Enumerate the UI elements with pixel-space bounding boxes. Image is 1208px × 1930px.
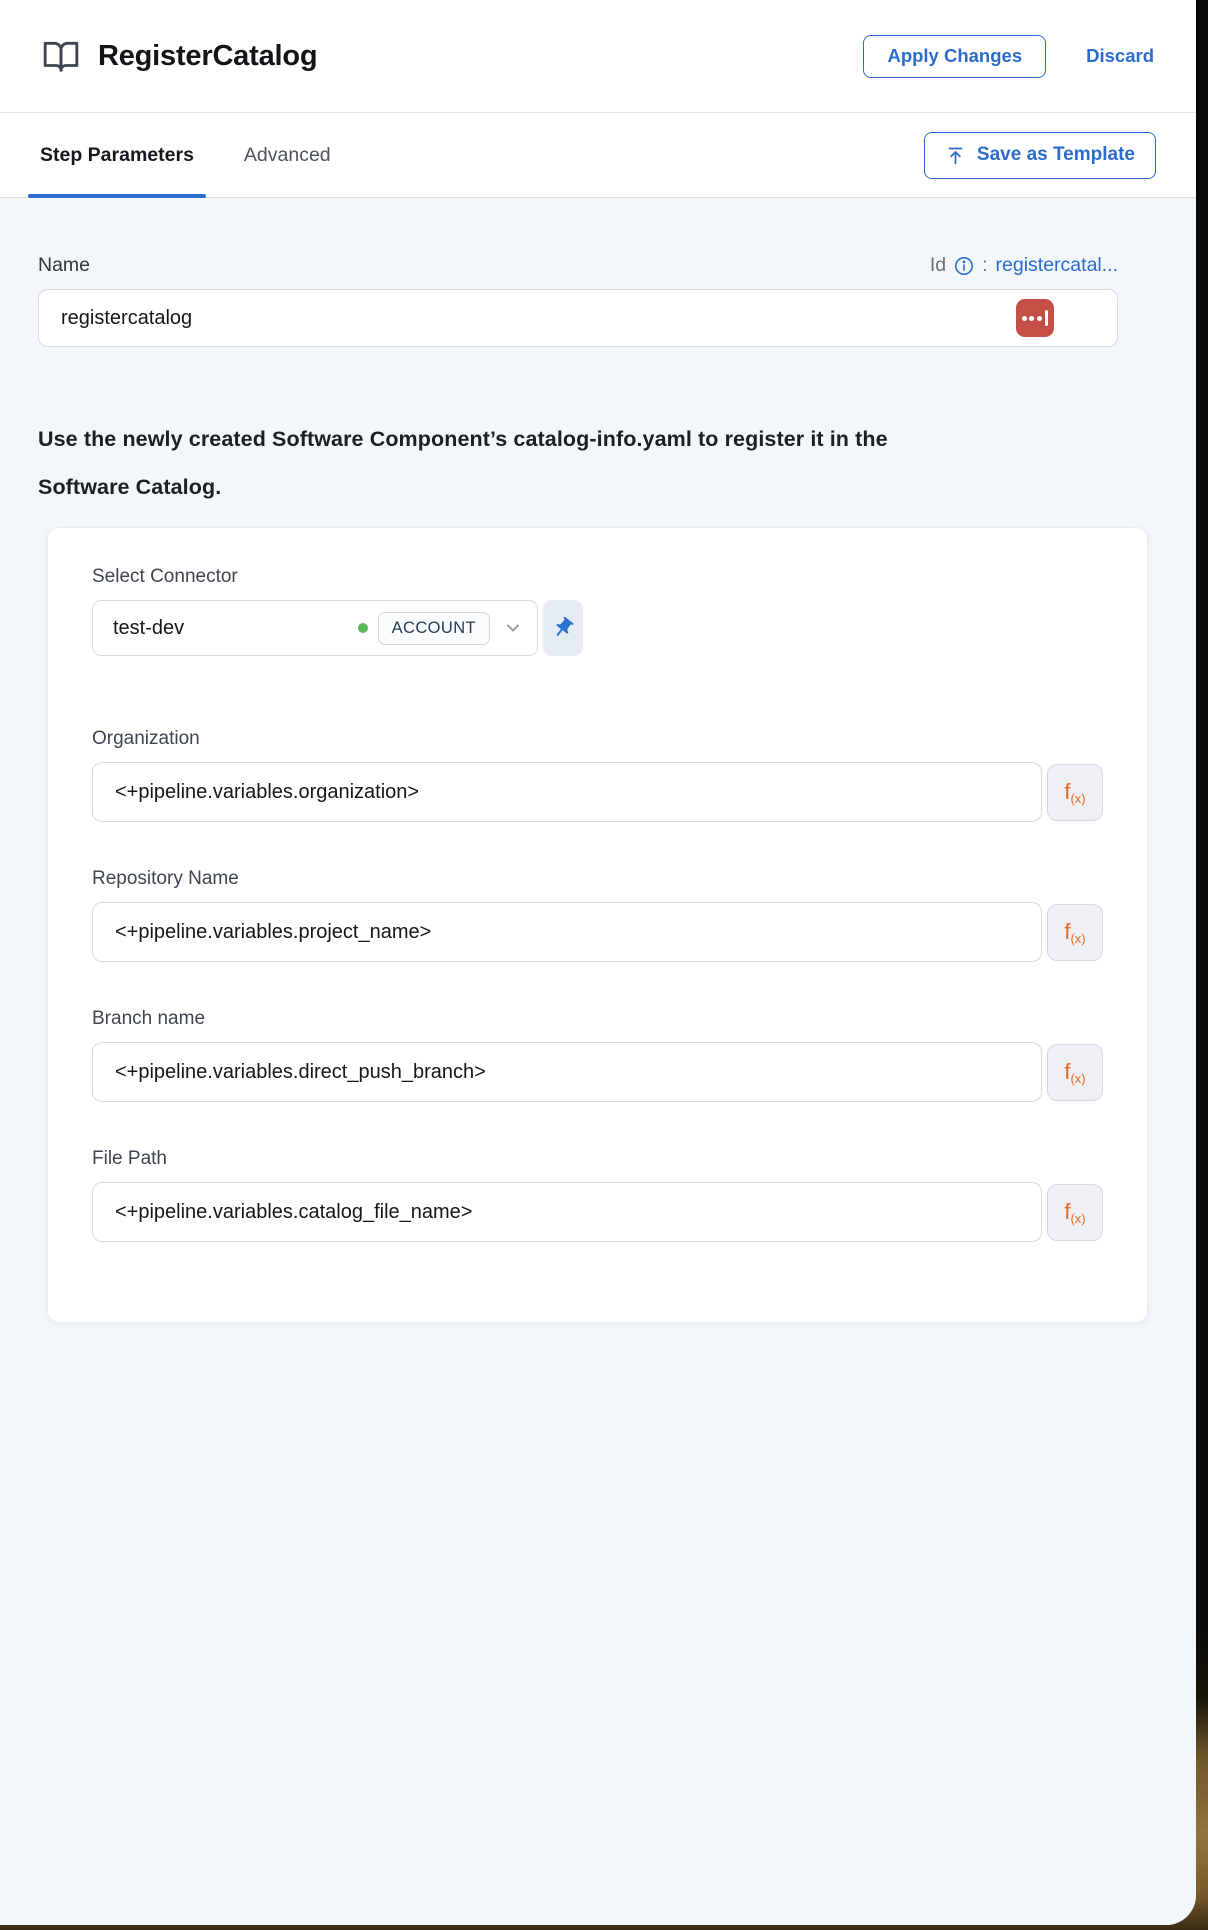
field-group-repository-name (92, 868, 1103, 962)
step-parameters-panel (0, 198, 1196, 1925)
book-open-icon (42, 37, 80, 75)
parameters-card (47, 527, 1148, 1323)
save-as-template-button[interactable] (924, 132, 1156, 179)
header-actions (863, 35, 1154, 78)
fx-sub: (x) (1070, 1070, 1086, 1086)
apply-changes-button[interactable]: Apply Changes (863, 35, 1046, 78)
tab-step-parameters[interactable]: Step Parameters (28, 113, 206, 197)
connector-label: Select Connector (92, 566, 238, 587)
password-manager-dot (1029, 316, 1034, 321)
fx-f: f (1064, 1199, 1071, 1224)
field-label: Organization (92, 728, 200, 749)
chevron-down-icon (503, 618, 523, 638)
fx-f: f (1064, 919, 1071, 944)
password-manager-dot (1037, 316, 1042, 321)
repository-name-input[interactable] (92, 902, 1042, 962)
fx-sub: (x) (1070, 790, 1086, 806)
connector-scope-badge: ACCOUNT (378, 612, 490, 645)
field-label: File Path (92, 1148, 167, 1169)
field-row (92, 1182, 1103, 1242)
fx-expression-button[interactable] (1047, 1184, 1103, 1241)
organization-input[interactable] (92, 762, 1042, 822)
fx-expression-button[interactable] (1047, 1044, 1103, 1101)
name-field-wrap (38, 289, 1118, 347)
file-path-input[interactable] (92, 1182, 1042, 1242)
fx-expression-button[interactable] (1047, 904, 1103, 961)
id-colon: : (982, 254, 988, 276)
connector-value: test-dev (113, 616, 185, 639)
connector-select[interactable] (92, 600, 538, 656)
name-row (38, 254, 1118, 277)
field-group-file-path (92, 1148, 1103, 1242)
fx-sub: (x) (1070, 1210, 1086, 1226)
id-value-link[interactable]: registercatal... (995, 254, 1118, 276)
name-input[interactable] (38, 289, 1118, 347)
tab-bar (0, 113, 1196, 198)
field-row (92, 762, 1103, 822)
drawer-header (0, 0, 1196, 113)
password-manager-cursor (1045, 310, 1048, 326)
id-group (930, 254, 1118, 277)
fx-sub: (x) (1070, 930, 1086, 946)
connector-pin-button[interactable] (543, 600, 583, 656)
connector-status-dot (358, 623, 368, 633)
field-label: Repository Name (92, 868, 239, 889)
upload-arrow-icon (945, 145, 966, 166)
tab-advanced[interactable]: Advanced (243, 143, 331, 166)
fx-expression-button[interactable] (1047, 764, 1103, 821)
password-manager-icon[interactable] (1016, 299, 1054, 337)
discard-button[interactable]: Discard (1086, 45, 1154, 66)
save-as-template-label: Save as Template (976, 144, 1135, 165)
field-label: Branch name (92, 1008, 206, 1029)
connector-row (92, 600, 1103, 656)
branch-name-input[interactable] (92, 1042, 1042, 1102)
fx-f: f (1064, 1059, 1071, 1084)
page-title: RegisterCatalog (98, 39, 318, 72)
password-manager-dot (1022, 316, 1027, 321)
id-label: Id (929, 254, 947, 276)
pushpin-icon (546, 611, 580, 645)
field-row (92, 1042, 1103, 1102)
step-description: Use the newly created Software Component’s catalog-info.yaml to register it in the Software Catalog. (38, 427, 888, 499)
field-group-branch-name (92, 1008, 1103, 1102)
name-label: Name (38, 254, 91, 276)
fx-f: f (1064, 779, 1071, 804)
info-circle-icon[interactable] (954, 256, 974, 276)
field-group-organization (92, 728, 1103, 822)
field-row (92, 902, 1103, 962)
